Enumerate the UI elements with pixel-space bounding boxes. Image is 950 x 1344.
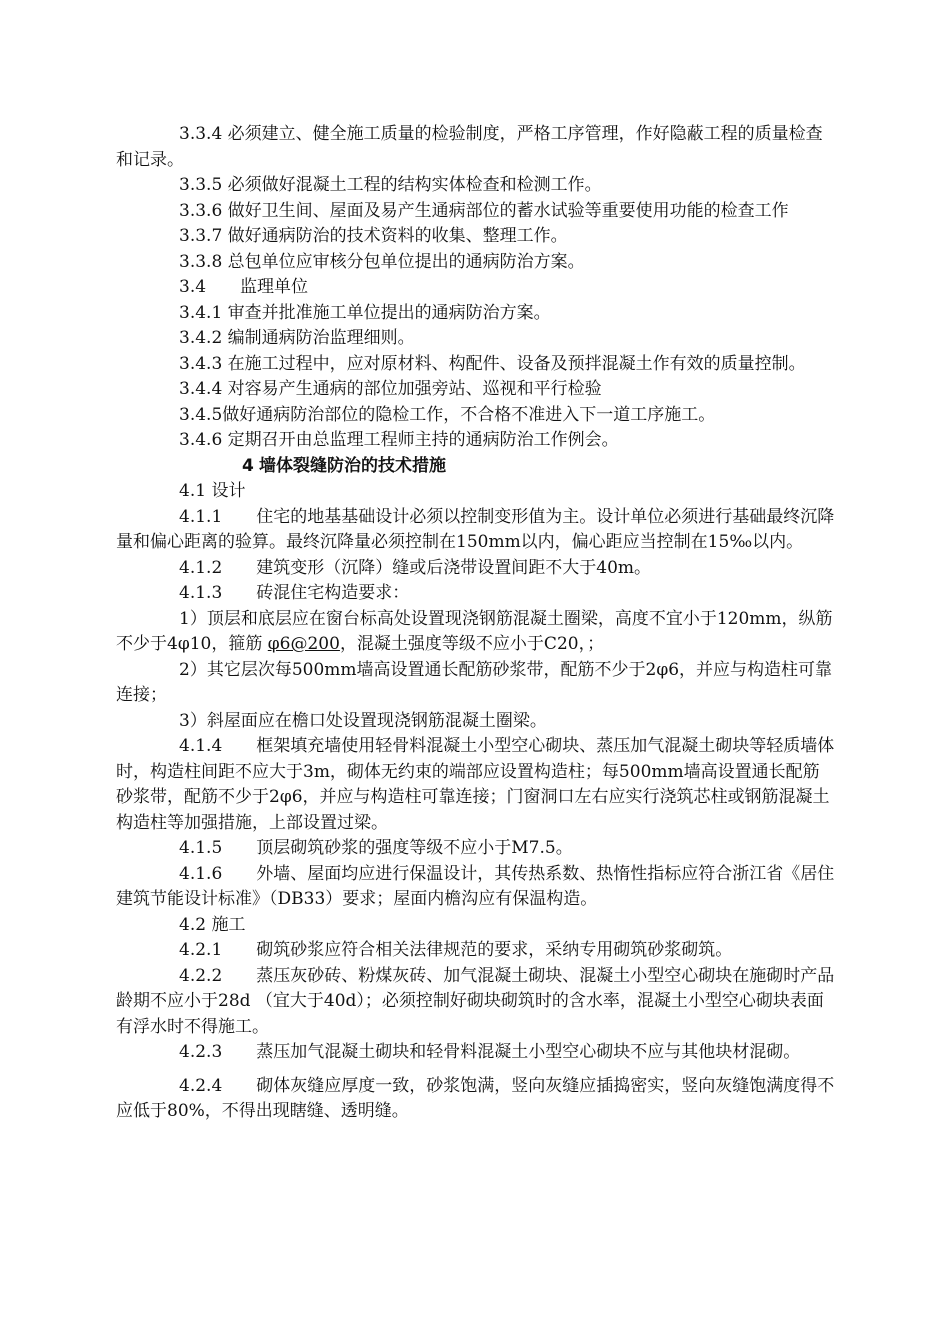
paragraph-4-2-3: 4.2.3 蒸压加气混凝土砌块和轻骨料混凝土小型空心砌块不应与其他块材混砌。 [179, 1042, 801, 1062]
paragraph-3-4-6: 3.4.6 定期召开由总监理工程师主持的通病防治工作例会。 [179, 430, 619, 450]
paragraph-4-1-6: 4.1.6 外墙、屋面均应进行保温设计，其传热系数、热惰性指标应符合浙江省《居住建筑节能设计标准》（DB33）要求；屋面内檐沟应有保温构造。 [116, 863, 835, 909]
paragraph-4-2-1: 4.2.1 砌筑砂浆应符合相关法律规范的要求，采纳专用砌筑砂浆砌筑。 [179, 940, 733, 960]
paragraph-4-2-4: 4.2.4 砌体灰缝应厚度一致，砂浆饱满，竖向灰缝应插捣密实，竖向灰缝饱满度得不应低于80%，不得出现瞎缝、透明缝。 [116, 1075, 835, 1121]
list-item-2: 2）其它层次每500mm墙高设置通长配筋砂浆带，配筋不少于2φ6，并应与构造柱可靠连接； [116, 659, 833, 705]
paragraph-4-1-5: 4.1.5 顶层砌筑砂浆的强度等级不应小于M7.5。 [179, 838, 573, 858]
rebar-spec-underlined: φ6@200 [267, 634, 340, 654]
section-4-heading [116, 454, 836, 480]
document-body [116, 122, 836, 1125]
paragraph-4-2-2: 4.2.2 蒸压灰砂砖、粉煤灰砖、加气混凝土砌块、混凝土小型空心砌块在施砌时产品龄期不应小于28d （宜大于40d）；必须控制好砌块砌筑时的含水率，混凝土小型空心砌块表面有浮水时不得施工。 [116, 965, 835, 1037]
list-item-1-post: ，混凝土强度等级不应小于C20，； [339, 634, 605, 654]
paragraph-4-1-2: 4.1.2 建筑变形（沉降）缝或后浇带设置间距不大于40m。 [179, 557, 652, 578]
paragraph-3-4-3: 3.4.3 在施工过程中，应对原材料、构配件、设备及预拌混凝土作有效的质量控制。 [179, 353, 806, 374]
paragraph-3-3-8: 3.3.8 总包单位应审核分包单位提出的通病防治方案。 [179, 251, 585, 272]
paragraph-3-3-5: 3.3.5 必须做好混凝土工程的结构实体检查和检测工作。 [179, 175, 602, 195]
subsection-4-2-title: 4.2 施工 [179, 914, 246, 935]
paragraph-3-3-6: 3.3.6 做好卫生间、屋面及易产生通病部位的蓄水试验等重要使用功能的检查工作 [179, 200, 789, 221]
paragraph-4-1-3: 4.1.3 砖混住宅构造要求： [179, 583, 410, 603]
section-title: 墙体裂缝防治的技术措施 [259, 455, 446, 476]
paragraph-3-4-4: 3.4.4 对容易产生通病的部位加强旁站、巡视和平行检验 [179, 379, 602, 399]
subsection-4-1-title: 4.1 设计 [179, 481, 246, 501]
paragraph-3-4-2: 3.4.2 编制通病防治监理细则。 [179, 328, 415, 348]
list-item-1-pre: 1）顶层和底层应在窗台标高处设置现浇钢筋混凝土圈梁，高度不宜小于120mm，纵筋不少于4φ10，箍筋 [116, 608, 833, 654]
subsection-3-4-title: 3.4 监理单位 [179, 277, 309, 297]
paragraph-3-4-5: 3.4.5做好通病防治部位的隐检工作，不合格不准进入下一道工序施工。 [179, 404, 716, 425]
paragraph-3-3-7: 3.3.7 做好通病防治的技术资料的收集、整理工作。 [179, 226, 568, 246]
paragraph-gap [116, 1066, 836, 1074]
paragraph-3-3-4: 3.3.4 必须建立、健全施工质量的检验制度，严格工序管理，作好隐蔽工程的质量检查和记录。 [116, 124, 823, 170]
section-number: 4 [242, 455, 254, 476]
paragraph-4-1-4: 4.1.4 框架填充墙使用轻骨料混凝土小型空心砌块、蒸压加气混凝土砌块等轻质墙体时，构造柱间距不应大于3m，砌体无约束的端部应设置构造柱；每500mm墙高设置通长配筋砂浆带，配筋不少于2φ6，并应与构造柱可靠连接；门窗洞口左右应实行浇筑芯柱或钢筋混凝土构造柱等加强措施，上部设置过梁。 [116, 736, 835, 833]
paragraph-4-1-1: 4.1.1 住宅的地基基础设计必须以控制变形值为主。设计单位必须进行基础最终沉降量和偏心距离的验算。最终沉降量必须控制在150mm以内，偏心距应当控制在15‰以内。 [116, 506, 835, 552]
list-item-3: 3）斜屋面应在檐口处设置现浇钢筋混凝土圈梁。 [179, 710, 547, 731]
paragraph-3-4-1: 3.4.1 审查并批准施工单位提出的通病防治方案。 [179, 302, 551, 323]
list-item-1 [116, 607, 836, 658]
